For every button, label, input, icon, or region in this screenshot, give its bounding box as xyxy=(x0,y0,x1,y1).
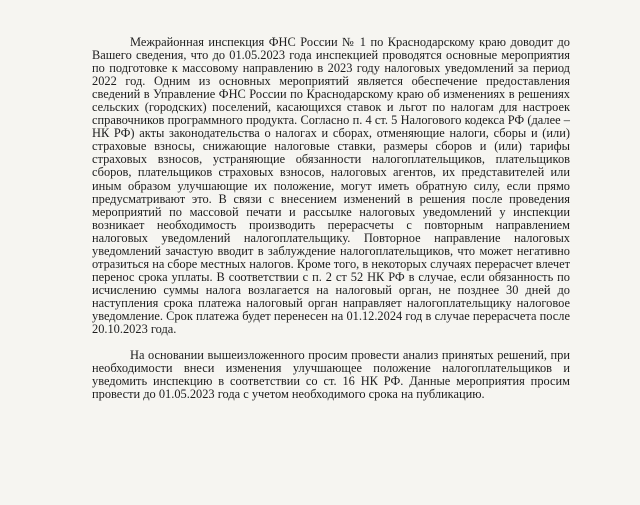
paragraph-request: На основании вышеизложенного просим провести анализ принятых решений, при необходимости внеси изменения улучшающее положение налогоплательщиков и уведомить инспекцию в соответствии со ст. 16 НК РФ. Данные мероприятия просим провести до 01.05.2023 года с учетом необходимого срока на публикацию. xyxy=(92,348,570,402)
letter-body xyxy=(92,36,570,401)
paragraph-main: Межрайонная инспекция ФНС России № 1 по Краснодарскому краю доводит до Вашего сведения, что до 01.05.2023 года инспекцией проводятся основные мероприятия по подготовке к массовому направлению в 2023 году налоговых уведомлений за период 2022 год. Одним из основных мероприятий является обеспечение предоставления сведений в Управление ФНС России по Краснодарскому краю об изменениях в решениях сельских (городских) поселений, касающихся ставок и льгот по налогам для настроек справочников программного продукта. Согласно п. 4 ст. 5 Налогового кодекса РФ (далее – НК РФ) акты законодательства о налогах и сборах, отменяющие налоги, сборы и (или) страховые взносы, снижающие налоговые ставки, размеры сборов и (или) тарифы страховых взносов, устраняющие обязанности налогоплательщиков, плательщиков сборов, плательщиков страховых взносов, налоговых агентов, их представителей или иным образом улучшающие их положение, могут иметь обратную силу, если прямо предусматривают это. В связи с внесением изменений в решения после проведения мероприятий по массовой печати и рассылке налоговых уведомлений у инспекции возникает необходимость производить перерасчеты с повторным направлением налоговых уведомлений налогоплательщику. Повторное направление налоговых уведомлений зачастую вводит в заблуждение налогоплательщиков, что может негативно отразиться на сборе местных налогов. Кроме того, в некоторых случаях перерасчет влечет перенос срока уплаты. В соответствии с п. 2 ст 52 НК РФ в случае, если обязанность по исчислению суммы налога возлагается на налоговый орган, не позднее 30 дней до наступления срока платежа налоговый орган направляет налогоплательщику налоговое уведомление. Срок платежа будет перенесен на 01.12.2024 год в случае перерасчета после 20.10.2023 года. xyxy=(92,35,570,337)
